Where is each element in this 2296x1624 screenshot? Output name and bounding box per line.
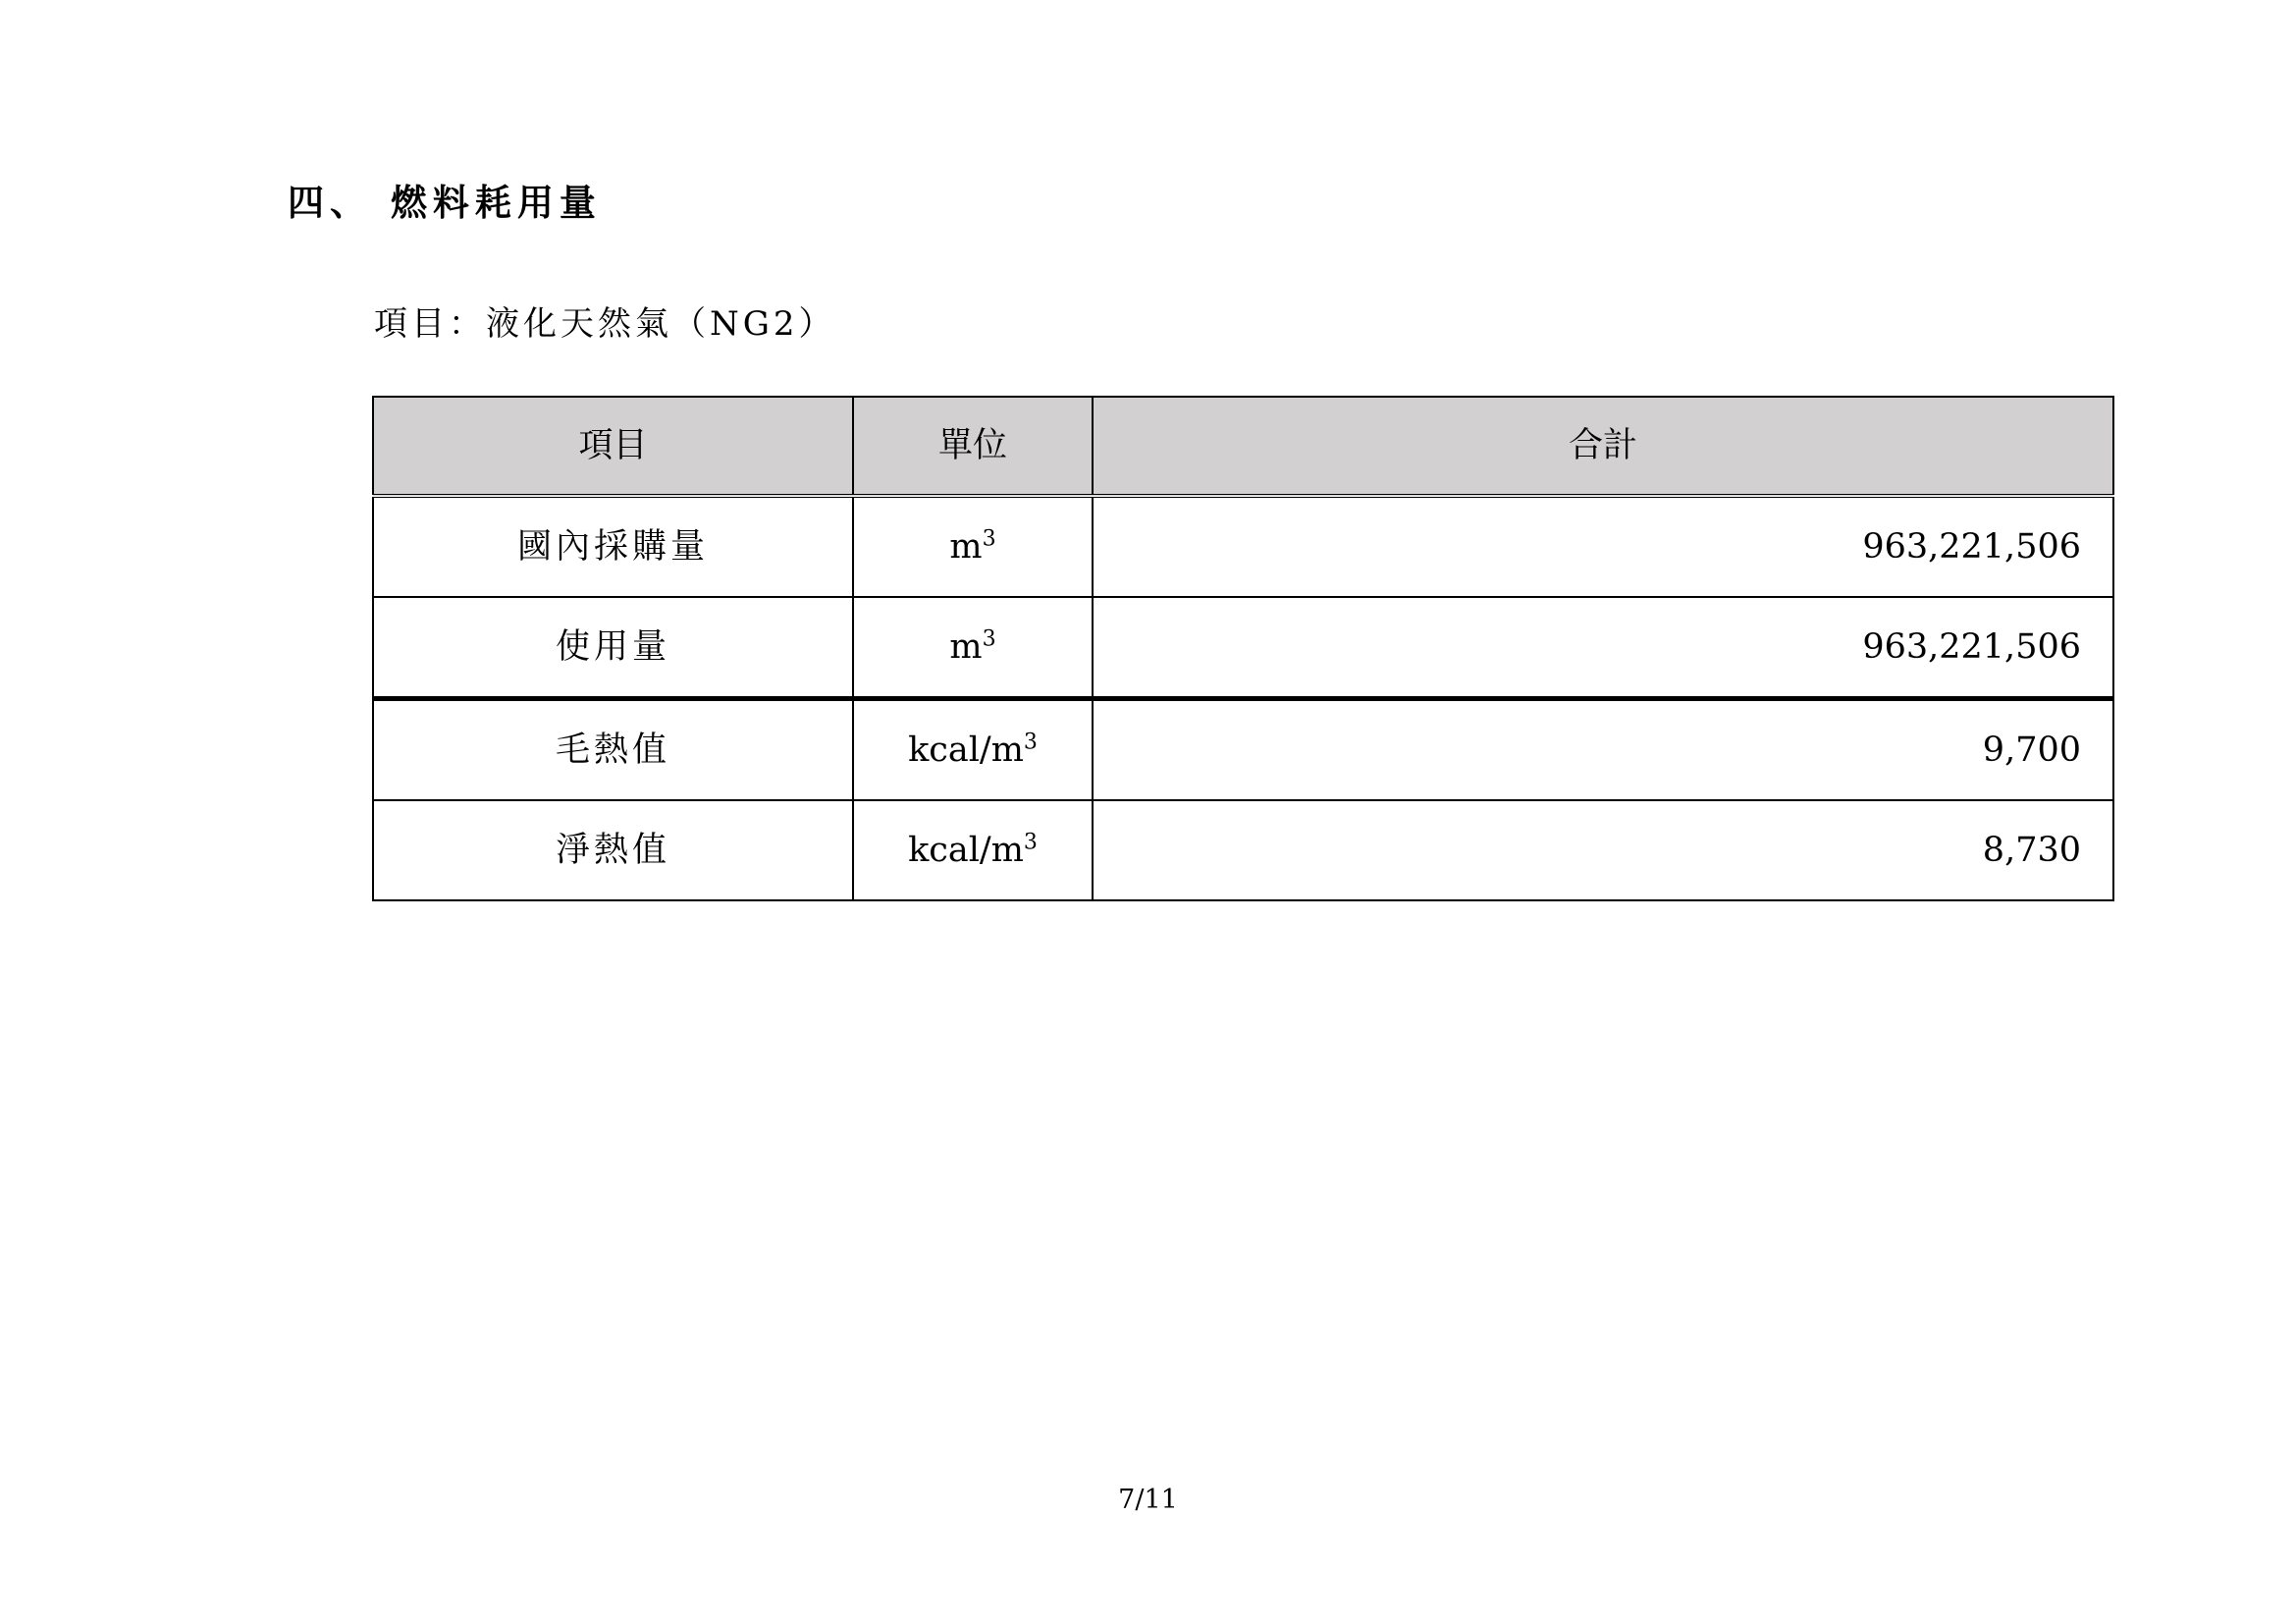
table-row xyxy=(373,699,2113,801)
unit-exponent: 3 xyxy=(982,626,996,652)
row-item: 淨熱值 xyxy=(373,800,853,900)
fuel-consumption-table xyxy=(372,396,2114,901)
unit-exponent: 3 xyxy=(982,526,996,552)
row-total: 963,221,506 xyxy=(1093,496,2113,597)
unit-base: kcal/m xyxy=(908,831,1024,870)
header-item: 項目 xyxy=(373,397,853,496)
row-total: 963,221,506 xyxy=(1093,597,2113,699)
unit-exponent: 3 xyxy=(1023,730,1038,755)
table-row xyxy=(373,496,2113,597)
row-total: 8,730 xyxy=(1093,800,2113,900)
row-total: 9,700 xyxy=(1093,699,2113,801)
row-item: 毛熱值 xyxy=(373,699,853,801)
unit-base: m xyxy=(949,527,983,567)
section-title: 四、 燃料耗用量 xyxy=(288,181,602,224)
page-number: 7/11 xyxy=(1118,1485,1178,1515)
header-total: 合計 xyxy=(1093,397,2113,496)
row-unit xyxy=(853,496,1093,597)
unit-exponent: 3 xyxy=(1023,830,1038,855)
row-unit xyxy=(853,699,1093,801)
row-item: 使用量 xyxy=(373,597,853,699)
unit-base: kcal/m xyxy=(908,731,1024,770)
row-item: 國內採購量 xyxy=(373,496,853,597)
unit-base: m xyxy=(949,627,983,667)
table-header-row xyxy=(373,397,2113,496)
table-row xyxy=(373,800,2113,900)
row-unit xyxy=(853,800,1093,900)
item-label: 項目：液化天然氣（NG2） xyxy=(374,304,836,344)
table-row xyxy=(373,597,2113,699)
header-unit: 單位 xyxy=(853,397,1093,496)
row-unit xyxy=(853,597,1093,699)
